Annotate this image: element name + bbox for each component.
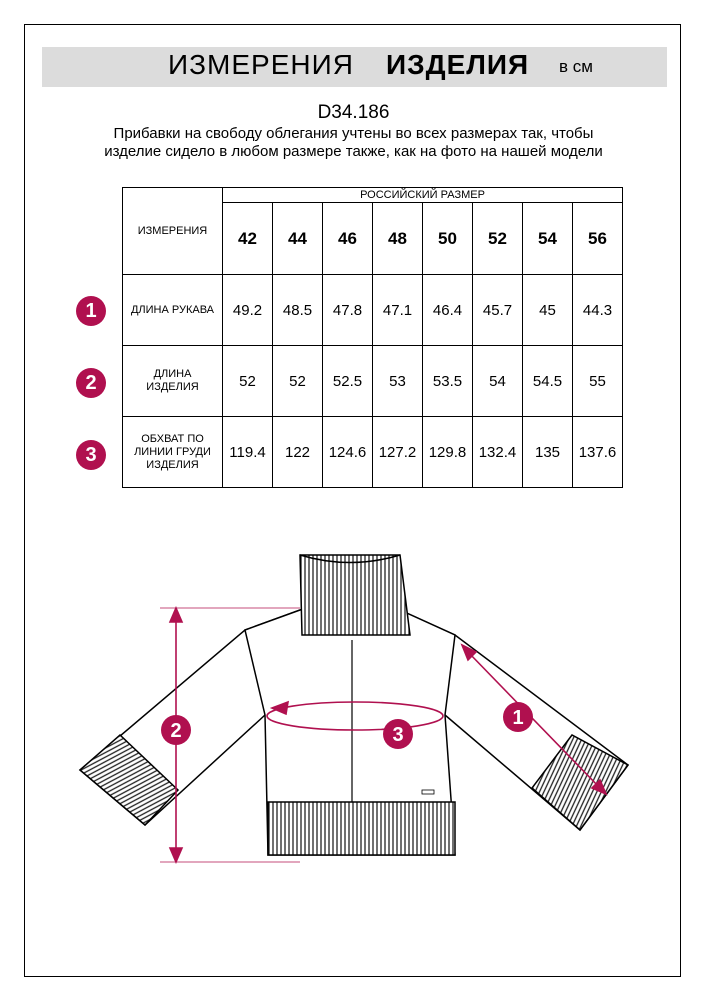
marker-3-icon [383,719,413,749]
table-cell: 48.5 [273,275,323,346]
marker-label: 2 [170,720,182,742]
size-system-header: РОССИЙСКИЙ РАЗМЕР [223,188,623,203]
table-cell: 127.2 [373,417,423,488]
row-number-badge: 1 [76,296,106,326]
size-header: 56 [573,203,623,275]
table-cell: 52.5 [323,346,373,417]
product-code: D34.186 [317,102,390,123]
table-cell: 47.1 [373,275,423,346]
table-cell: 44.3 [573,275,623,346]
table-cell: 45.7 [473,275,523,346]
marker-label: 3 [392,724,404,746]
table-cell: 45 [523,275,573,346]
row-label-chest-girth: ОБХВАТ ПО ЛИНИИ ГРУДИ ИЗДЕЛИЯ [123,417,223,488]
table-cell: 52 [223,346,273,417]
sweater-diagram [60,540,650,880]
table-cell: 129.8 [423,417,473,488]
marker-1-icon [503,702,533,732]
title-measurements: ИЗМЕРЕНИЯ [168,49,354,80]
collar [300,555,410,635]
table-cell: 124.6 [323,417,373,488]
table-cell: 46.4 [423,275,473,346]
size-header: 48 [373,203,423,275]
row-number-badge: 2 [76,368,106,398]
fit-note: Прибавки на свободу облегания учтены во всех размерах так, чтобы изделие сидело в любом размере также, как на фото на нашей модели [104,125,603,160]
marker-label: 1 [512,707,524,729]
table-cell: 47.8 [323,275,373,346]
table-cell: 137.6 [573,417,623,488]
table-cell: 49.2 [223,275,273,346]
table-cell: 135 [523,417,573,488]
size-header: 52 [473,203,523,275]
table-row [123,417,623,488]
size-header: 44 [273,203,323,275]
size-header: 42 [223,203,273,275]
size-header: 46 [323,203,373,275]
size-table [122,187,623,488]
table-row [123,275,623,346]
body [245,610,455,855]
row-label-sleeve-length: ДЛИНА РУКАВА [123,275,223,346]
table-cell: 54.5 [523,346,573,417]
table-cell: 53.5 [423,346,473,417]
row-label-garment-length: ДЛИНА ИЗДЕЛИЯ [123,346,223,417]
table-cell: 119.4 [223,417,273,488]
title-unit: в см [559,57,593,76]
marker-2-icon [161,715,191,745]
row-number-badge: 3 [76,440,106,470]
size-header: 50 [423,203,473,275]
table-cell: 122 [273,417,323,488]
table-cell: 55 [573,346,623,417]
size-header: 54 [523,203,573,275]
measurements-header: ИЗМЕРЕНИЯ [123,188,223,275]
title-product: ИЗДЕЛИЯ [386,49,530,80]
table-cell: 132.4 [473,417,523,488]
table-cell: 54 [473,346,523,417]
table-cell: 52 [273,346,323,417]
table-cell: 53 [373,346,423,417]
table-row [123,346,623,417]
